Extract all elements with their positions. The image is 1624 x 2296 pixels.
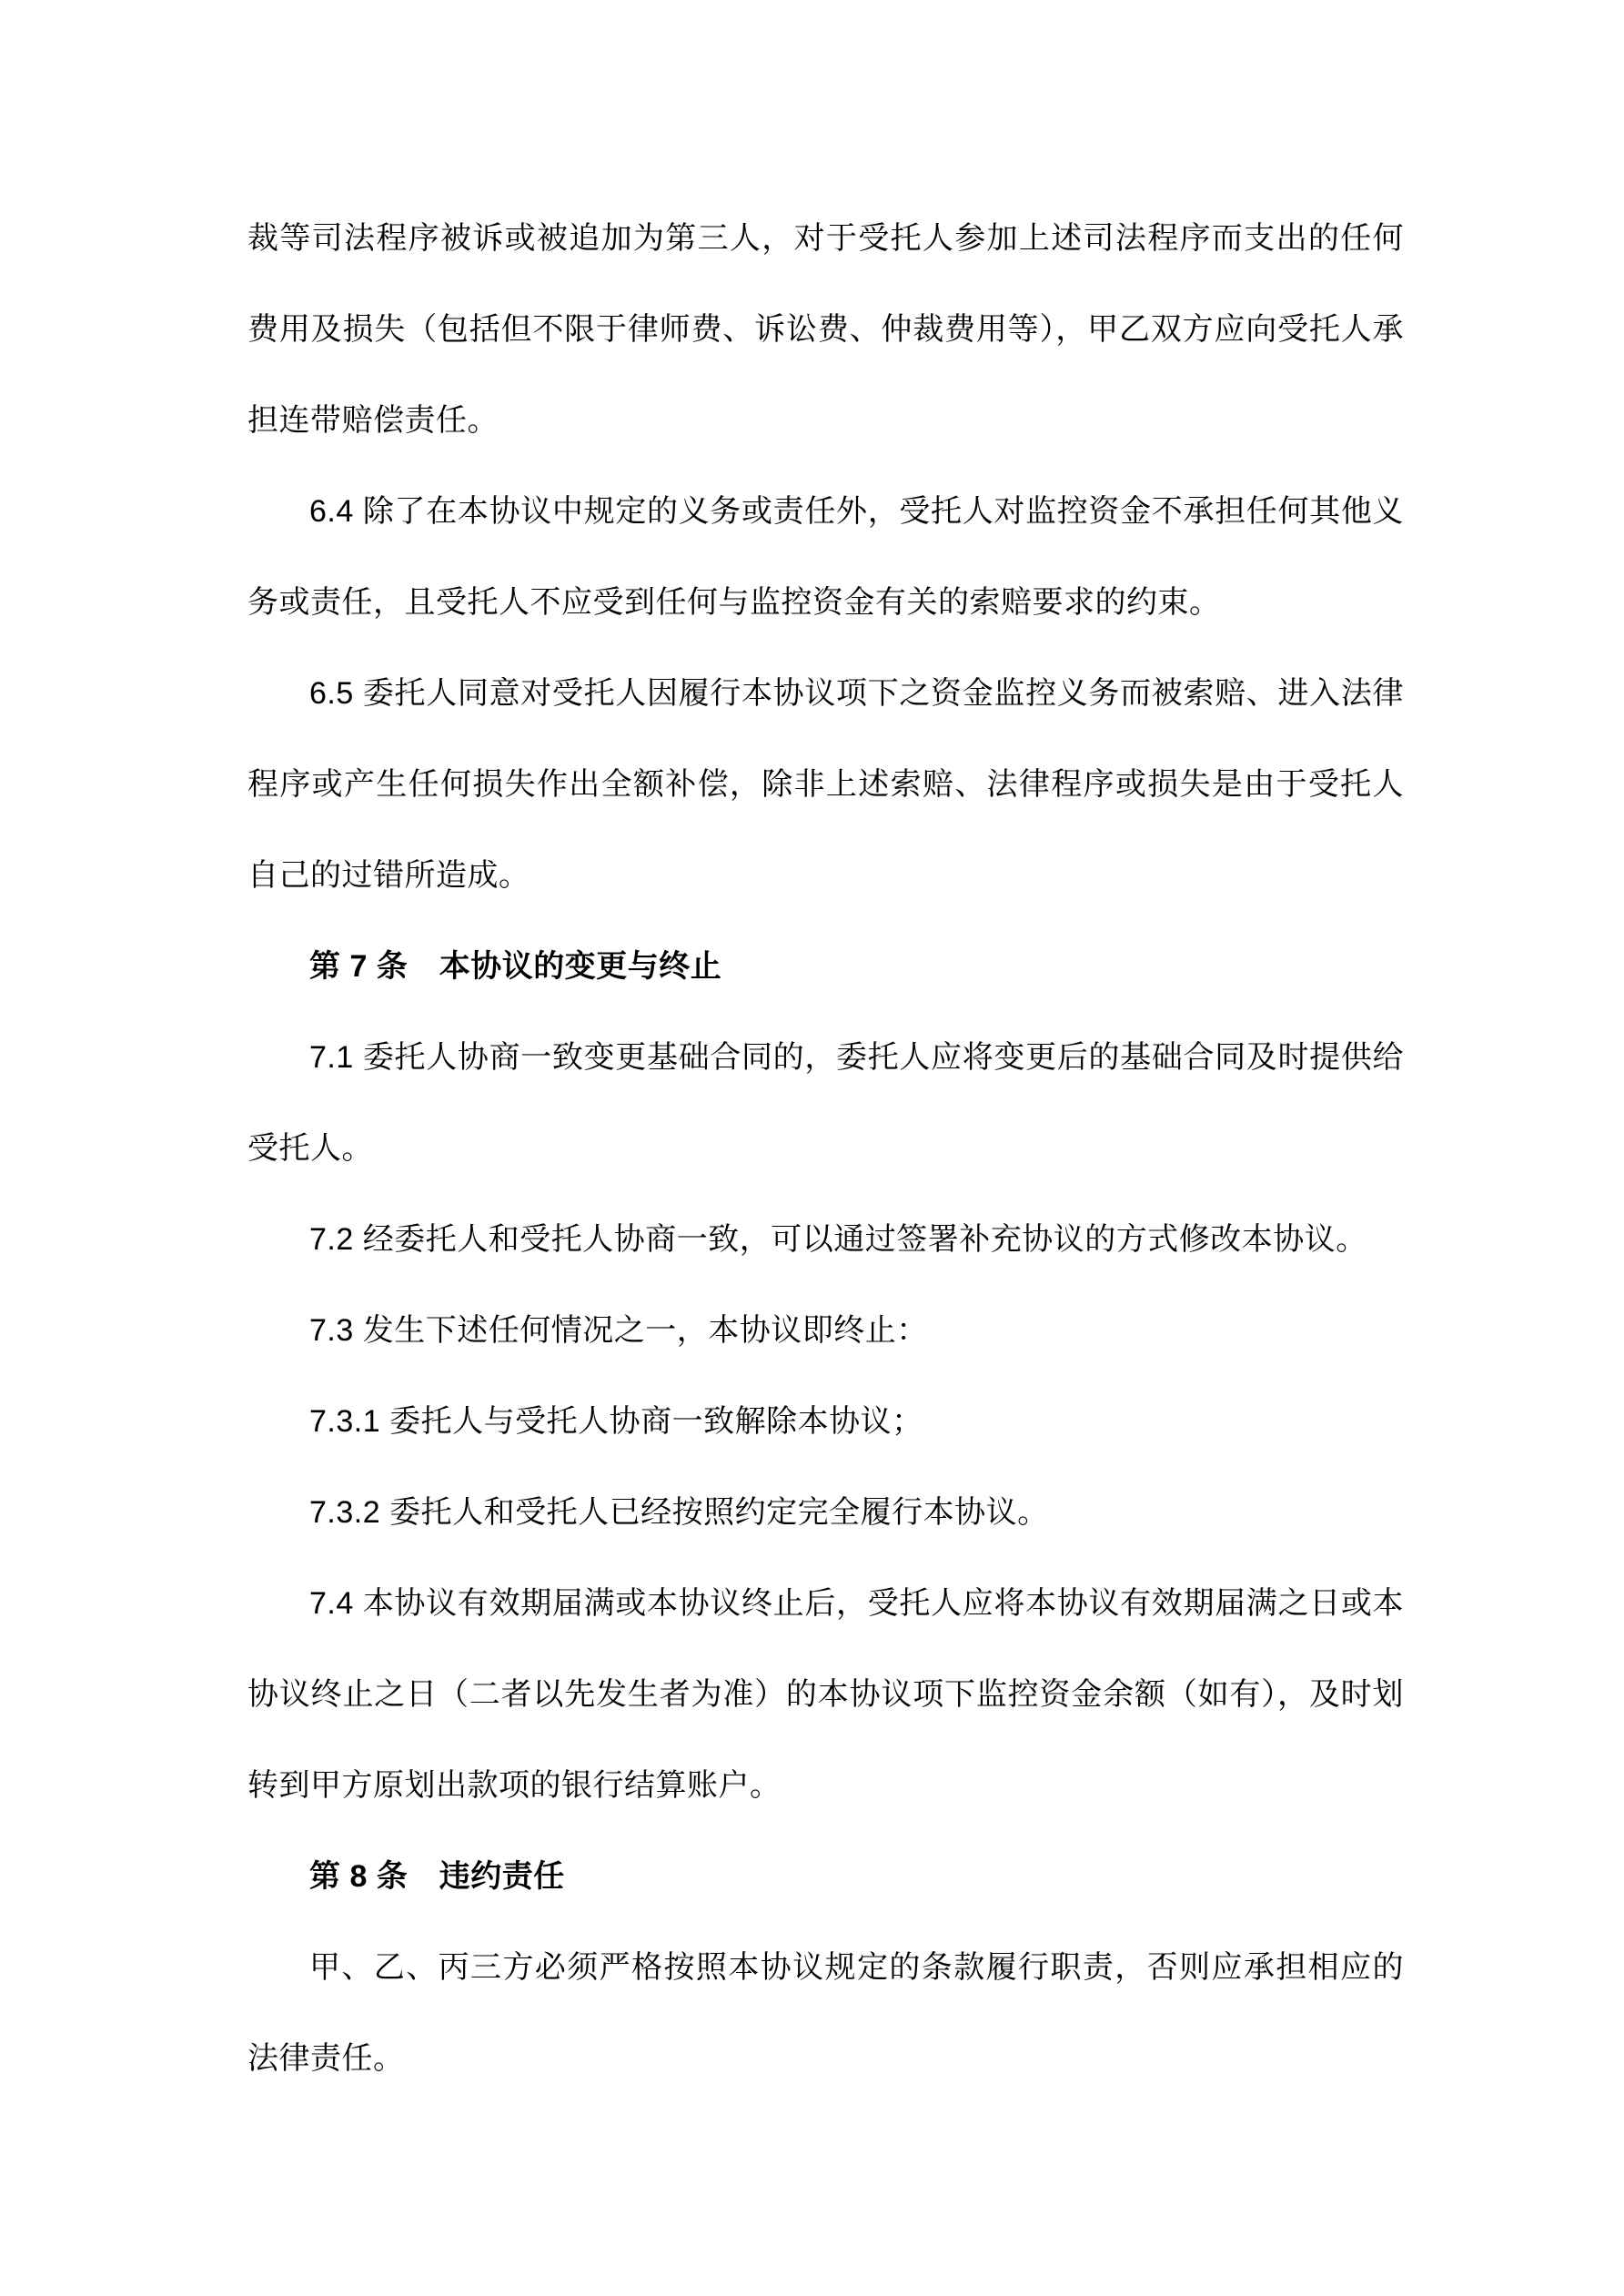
clause-7-3-1-paragraph: 7.3.1 委托人与受托人协商一致解除本协议； xyxy=(309,1404,923,1439)
clause-7-2-paragraph: 7.2 经委托人和受托人协商一致，可以通过签署补充协议的方式修改本协议。 xyxy=(309,1222,1367,1257)
article-8-heading: 第 8 条 违约责任 xyxy=(309,1859,565,1894)
article-7-heading: 第 7 条 本协议的变更与终止 xyxy=(309,949,722,984)
clause-6-4-paragraph: 6.4 除了在本协议中规定的义务或责任外，受托人对监控资金不承担任何其他义务或责任，且受托人不应受到任何与监控资金有关的索赔要求的约束。 xyxy=(247,494,1404,620)
clause-8-body-paragraph: 甲、乙、丙三方必须严格按照本协议规定的条款履行职责，否则应承担相应的法律责任。 xyxy=(247,1950,1404,2076)
clause-7-4-paragraph: 7.4 本协议有效期届满或本协议终止后，受托人应将本协议有效期届满之日或本协议终止之日（二者以先发生者为准）的本协议项下监控资金余额（如有），及时划转到甲方原划出款项的银行结算账户。 xyxy=(247,1586,1404,1803)
clause-6-5-paragraph: 6.5 委托人同意对受托人因履行本协议项下之资金监控义务而被索赔、进入法律程序或产生任何损失作出全额补偿，除非上述索赔、法律程序或损失是由于受托人自己的过错所造成。 xyxy=(247,676,1404,893)
clause-7-1-paragraph: 7.1 委托人协商一致变更基础合同的，委托人应将变更后的基础合同及时提供给受托人。 xyxy=(247,1040,1404,1166)
clause-6-3-continuation-paragraph: 裁等司法程序被诉或被追加为第三人，对于受托人参加上述司法程序而支出的任何费用及损失（包括但不限于律师费、诉讼费、仲裁费用等），甲乙双方应向受托人承担连带赔偿责任。 xyxy=(247,221,1404,438)
clause-7-3-paragraph: 7.3 发生下述任何情况之一，本协议即终止： xyxy=(309,1313,928,1348)
clause-7-3-2-paragraph: 7.3.2 委托人和受托人已经按照约定完全履行本协议。 xyxy=(309,1495,1049,1530)
